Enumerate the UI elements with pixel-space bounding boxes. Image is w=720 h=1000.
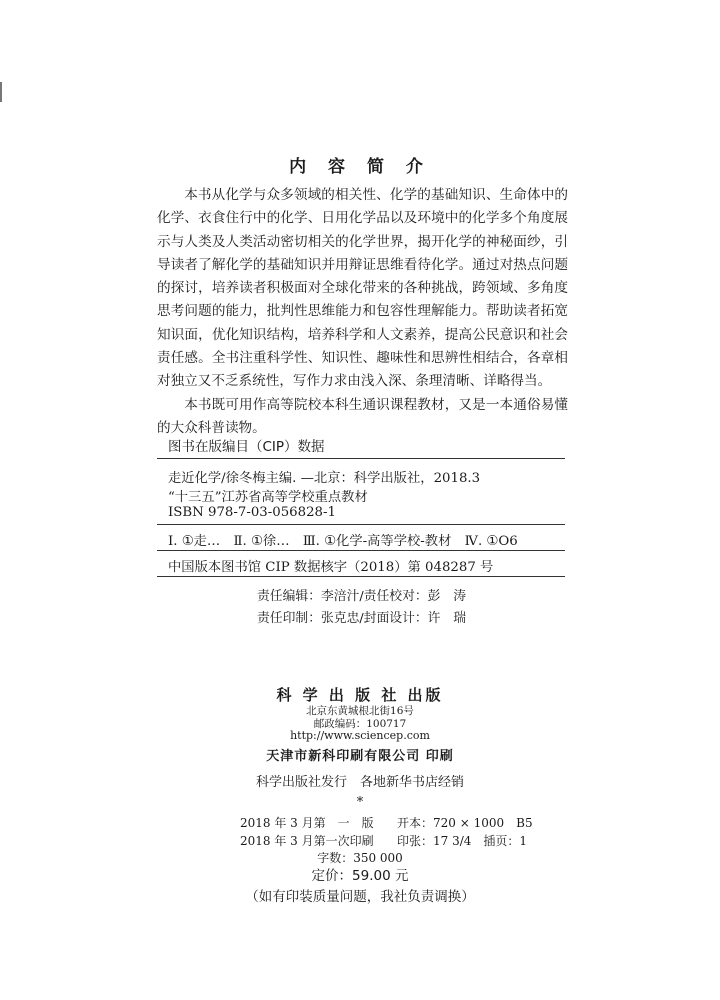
publisher-website: http://www.sciencep.com [290, 729, 430, 742]
cip-title: 图书在版编目（CIP）数据 [168, 439, 325, 455]
price: 定价：59.00 元 [311, 868, 409, 884]
cip-line-isbn: ISBN 978-7-03-056828-1 [168, 505, 336, 520]
cip-verification: 中国版本图书馆 CIP 数据核字（2018）第 048287 号 [168, 560, 494, 575]
divider-cip-mid [157, 524, 565, 525]
cip-line-2: “十三五”江苏省高等学校重点教材 [168, 490, 368, 505]
summary-text [157, 184, 568, 440]
credits-printing-cover: 责任印制：张克忠/封面设计：许 瑞 [257, 611, 467, 626]
separator-asterisk: * [356, 795, 364, 810]
cip-line-1: 走近化学/徐冬梅主编. —北京：科学出版社，2018.3 [168, 471, 481, 486]
word-count: 字数：350 000 [317, 851, 403, 865]
quality-notice: （如有印装质量问题，我社负责调换） [245, 889, 475, 905]
format-size: 开本：720 × 1000 B5 [397, 816, 533, 830]
summary-heading: 内 容 简 介 [289, 157, 431, 177]
cip-line-classification: Ⅰ. ①走… Ⅱ. ①徐… Ⅲ. ①化学-高等学校-教材 Ⅳ. ①O6 [168, 534, 518, 549]
printing-date: 2018 年 3 月第一次印刷 [240, 834, 374, 848]
divider-cip-top [157, 458, 565, 459]
divider-credits [157, 576, 565, 577]
publisher-postcode: 邮政编码：100717 [313, 718, 407, 730]
edition-date: 2018 年 3 月第 一 版 [240, 816, 374, 830]
print-sheets: 印张：17 3/4 插页：1 [397, 834, 528, 848]
summary-paragraph-2: 本书既可用作高等院校本科生通识课程教材，又是一本通俗易懂的大众科普读物。 [157, 396, 568, 436]
publisher-address: 北京东黄城根北街16号 [306, 705, 414, 717]
distribution-info: 科学出版社发行 各地新华书店经销 [255, 775, 464, 790]
page-edge-mark [0, 82, 2, 102]
printer-name: 天津市新科印刷有限公司 印刷 [266, 749, 454, 764]
summary-paragraph-1: 本书从化学与众多领域的相关性、化学的基础知识、生命体中的化学、衣食住行中的化学、日用化学品以及环境中的化学多个角度展示与人类及人类活动密切相关的化学世界，揭开化学的神秘面纱，引导读者了解化学的基础知识并用辩证思维看待化学。通过对热点问题的探讨，培养读者积极面对全球化带来的各种挑战，跨领域、多角度思考问题的能力，批判性思维能力和包容性理解能力。帮助读者拓宽知识面，优化知识结构，培养科学和人文素养，提高公民意识和社会责任感。全书注重科学性、知识性、趣味性和思辨性相结合，各章相对独立又不乏系统性，写作力求由浅入深、条理清晰、详略得当。 [157, 187, 568, 390]
publisher-name: 科 学 出 版 社 出版 [276, 686, 444, 704]
divider-cip-bottom [157, 550, 565, 551]
credits-editor-proofreader: 责任编辑：李涪汁/责任校对：彭 涛 [257, 589, 467, 604]
